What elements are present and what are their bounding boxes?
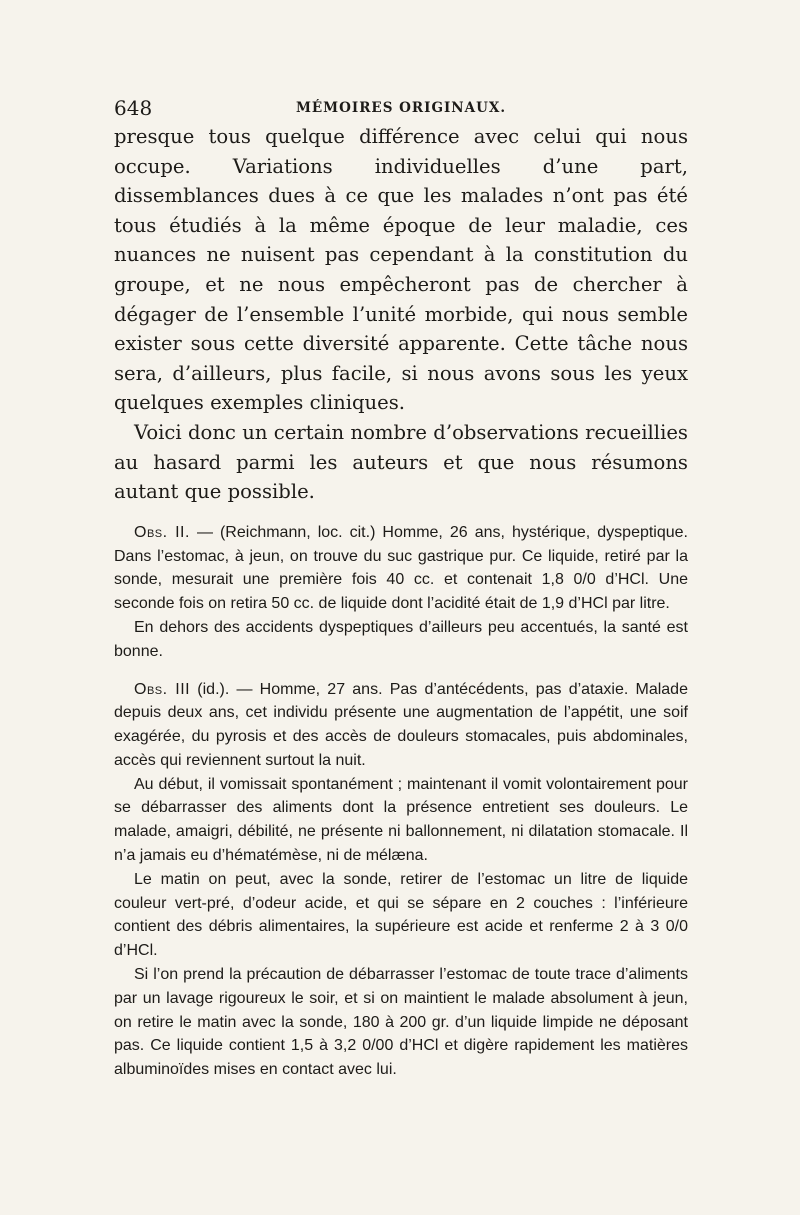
observation-2 <box>114 521 688 616</box>
observation-3 <box>114 678 688 773</box>
paragraph-observations-intro: Voici donc un certain nombre d’observations recueillies au hasard parmi les auteurs et que nous résumons autant que possible. <box>114 420 688 504</box>
observation-3-para-4: Si l’on prend la précaution de débarrasser l’estomac de toute trace d’aliments par un lavage rigoureux le soir, et si on maintient le malade absolument à jeun, on retire le matin avec la sonde, 180 à 200 gr. d’un liquide limpide ne déposant pas. Ce liquide contient 1,5 à 3,2 0/00 d’HCl et digère rapidement les matières albuminoïdes mises en contact avec lui. <box>114 966 688 1079</box>
observation-3-para-2: Au début, il vomissait spontanément ; maintenant il vomit volontairement pour se débarrasser des aliments dont la présence entretient ses douleurs. Le malade, amaigri, débilité, ne présente ni ballonnement, ni dilatation stomacale. Il n’a jamais eu d’hématémèse, ni de mélæna. <box>114 775 688 865</box>
observation-2-note: En dehors des accidents dyspeptiques d’ailleurs peu accentués, la santé est bonne. <box>114 618 688 660</box>
intro-text <box>114 122 688 507</box>
body-text <box>114 122 688 1082</box>
observation-label: Obs. III <box>134 680 191 698</box>
observation-3-para-3: Le matin on peut, avec la sonde, retirer de l’estomac un litre de liquide couleur vert-pré, d’odeur acide, et qui se sépare en 2 couches : l’inférieure contient des débris alimentaires, la supérieure est acide et renferme 2 à 3 0/0 d’HCl. <box>114 870 688 960</box>
page-number: 648 <box>114 96 153 120</box>
observation-text: (id.). — Homme, 27 ans. Pas d’antécédents, pas d’ataxie. Malade depuis deux ans, cet individu présente une augmentation de l’appétit, une soif exagérée, du pyrosis et des accès de douleurs stomacales, puis abdominales, accès qui reviennent surtout la nuit. <box>114 680 688 769</box>
observations <box>114 521 688 1082</box>
observation-text: — (Reichmann, loc. cit.) Homme, 26 ans, hystérique, dyspeptique. Dans l’estomac, à jeun, on trouve du suc gastrique pur. Ce liquide, retiré par la sonde, mesurait une première fois 40 cc. et contenait 1,8 0/0 d’HCl. Une seconde fois on retira 50 cc. de liquide dont l’acidité était de 1,9 d’HCl par litre. <box>114 523 689 613</box>
running-title: MÉMOIRES ORIGINAUX. <box>295 100 507 116</box>
observation-label: Obs. II. <box>134 523 190 541</box>
paragraph-continuation: presque tous quelque différence avec celui qui nous occupe. Variations individuelles d’une part, dissemblances dues à ce que les malades n’ont pas été tous étudiés à la même époque de leur maladie, ces nuances ne nuisent pas cependant à la constitution du groupe, et ne nous empêcheront pas de chercher à dégager de l’ensemble l’unité morbide, qui nous semble exister sous cette diversité apparente. Cette tâche nous sera, d’ailleurs, plus facile, si nous avons sous les yeux quelques exemples cliniques. <box>114 125 688 415</box>
